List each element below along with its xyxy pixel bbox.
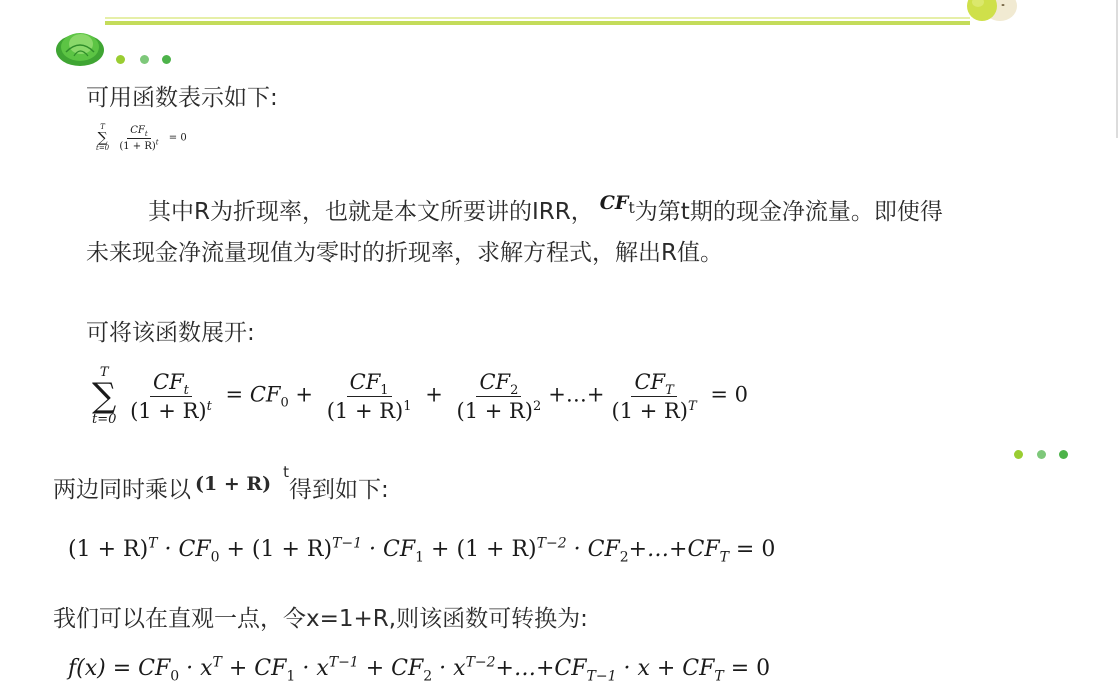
header-decorative-line-thin bbox=[105, 17, 970, 19]
decorative-dot bbox=[140, 55, 149, 64]
paragraph-intro: 可用函数表示如下: bbox=[86, 85, 278, 111]
paragraph-explanation-line1 bbox=[148, 192, 943, 229]
text-segment: 两边同时乘以 bbox=[53, 477, 191, 503]
header-decorative-line bbox=[105, 21, 970, 25]
page-edge-line bbox=[1116, 0, 1118, 138]
paragraph-expand: 可将该函数展开: bbox=[86, 320, 255, 346]
equation-polynomial: $f(x) = CF_0 \cdot x^T + CF_1 \cdot x^{T-1} + CF_2$ · $x^{T-2}+\dots+CF_{T-1} \cdot x + CF_T = 0$ bbox=[68, 654, 771, 685]
cf-subscript: t bbox=[628, 198, 635, 217]
decorative-dot bbox=[1037, 450, 1046, 459]
paragraph-substitution: 我们可以在直观一点，令x=1+R,则该函数可转换为: bbox=[53, 606, 588, 632]
paragraph-multiply bbox=[53, 463, 389, 507]
decorative-dot bbox=[116, 55, 125, 64]
text-segment: 其中R为折现率，也就是本文所要讲的IRR， bbox=[148, 199, 594, 225]
text-segment: 得到如下: bbox=[289, 477, 389, 503]
text-segment: 为第t期的现金净流量。即使得 bbox=[634, 199, 943, 225]
equation-expanded-sum: T ∑ t=0 $\frac{CF_t}{(1 + R)^t}$ = $CF_0$ + $\frac{CF_1}{(1 + R)^1}$ + $\frac{CF_2}{(1 + R)^2}$ +…+ $\frac{CF_T}{(1 + R)^T}$ = 0 bbox=[92, 365, 749, 427]
pear-icon bbox=[962, 0, 1022, 28]
cabbage-icon bbox=[54, 28, 106, 68]
decorative-dot bbox=[1059, 450, 1068, 459]
decorative-dot bbox=[1014, 450, 1023, 459]
factor-exponent: t bbox=[283, 463, 290, 481]
decorative-dot bbox=[162, 55, 171, 64]
factor-symbol: (1 + R) bbox=[195, 473, 272, 495]
paragraph-explanation-line2: 未来现金净流量现值为零时的折现率，求解方程式，解出R值。 bbox=[86, 240, 723, 266]
cf-symbol: CF bbox=[599, 192, 629, 214]
equation-irr-definition: T ∑ t=0 $\frac{CF_t}{(1 + R)^t}$ = 0 bbox=[96, 123, 187, 152]
equation-multiplied: $(1 + R)^T \cdot CF_0 + (1 + R)^{T-1} \cdot CF_1 + (1 + R)^{T-2}$ · $CF_2+\dots+CF_T = 0$ bbox=[68, 535, 776, 566]
